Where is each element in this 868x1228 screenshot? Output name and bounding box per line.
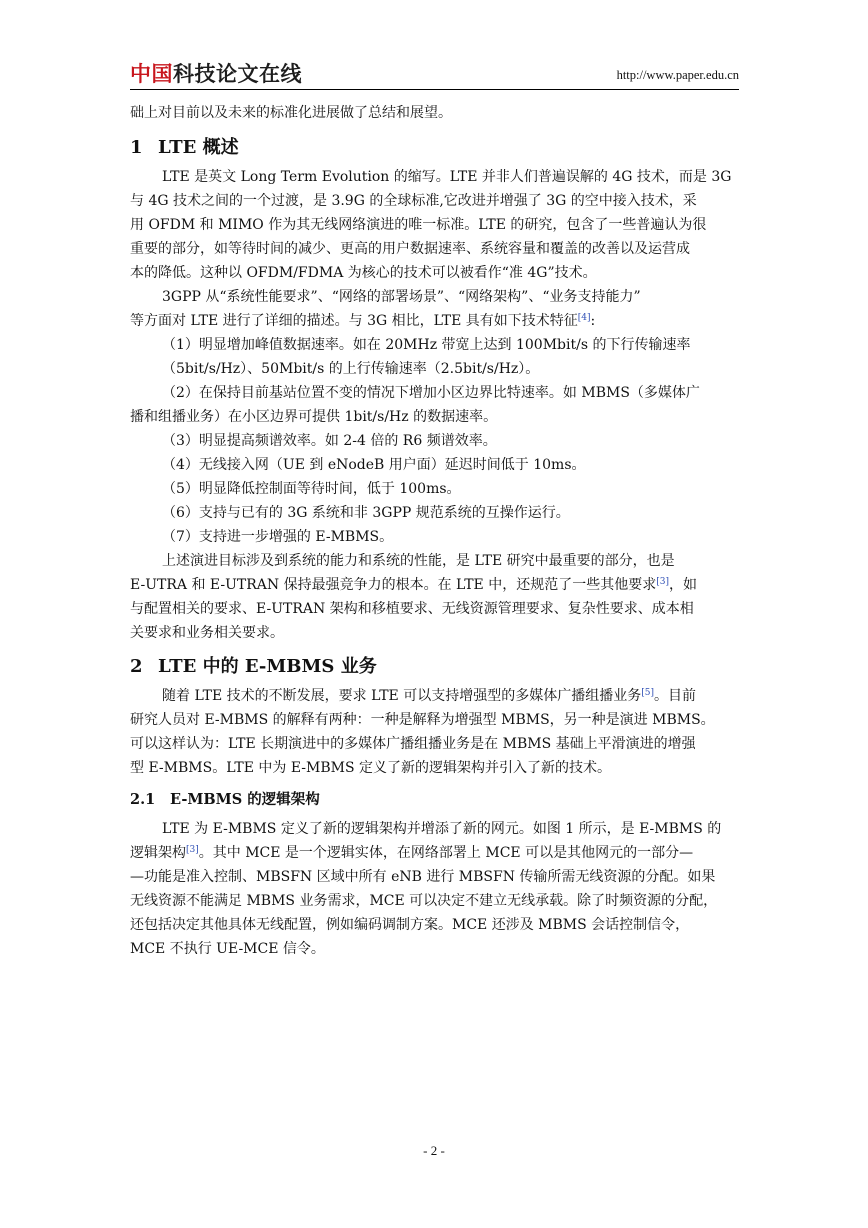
list-item: （6）支持与已有的 3G 系统和非 3GPP 规范系统的互操作运行。 xyxy=(162,505,570,521)
section1-paragraph-3 xyxy=(130,549,739,645)
citation-link[interactable]: [5] xyxy=(641,688,654,698)
section-title: LTE 中的 E-MBMS 业务 xyxy=(158,656,377,677)
section-title: LTE 概述 xyxy=(158,137,239,158)
subsection21-paragraph xyxy=(130,817,739,961)
text-line xyxy=(130,684,739,708)
text-line: 关要求和业务相关要求。 xyxy=(130,625,284,641)
text-fragment: 随着 LTE 技术的不断发展，要求 LTE 可以支持增强型的多媒体广播组播业务 xyxy=(162,688,642,704)
list-item: （2）在保持目前基站位置不变的情况下增加小区边界比特速率。如 MBMS（多媒体广 xyxy=(162,385,700,401)
page-header xyxy=(130,60,739,88)
text-line: LTE 是英文 Long Term Evolution 的缩写。LTE 并非人们普遍误解的 4G 技术，而是 3G xyxy=(162,169,732,185)
text-line: MCE 不执行 UE-MCE 信令。 xyxy=(130,941,325,957)
citation-link[interactable]: [4] xyxy=(577,313,591,323)
text-line xyxy=(130,841,739,865)
text-line: 还包括决定其他具体无线配置，例如编码调制方案。MCE 还涉及 MBMS 会话控制信令， xyxy=(130,917,690,933)
list-item: （7）支持进一步增强的 E-MBMS。 xyxy=(162,529,394,545)
logo-text-dark: 科技论文在线 xyxy=(173,62,302,86)
list-item: （1）明显增加峰值数据速率。如在 20MHz 带宽上达到 100Mbit/s 的下行传输速率 xyxy=(162,337,691,353)
list-item: （3）明显提高频谱效率。如 2-4 倍的 R6 频谱效率。 xyxy=(162,433,497,449)
section1-paragraph-2 xyxy=(130,285,739,333)
text-fragment: 等方面对 LTE 进行了详细的描述。与 3G 相比，LTE 具有如下技术特征 xyxy=(130,313,578,329)
main-content xyxy=(130,101,739,961)
citation-link[interactable]: [3] xyxy=(186,845,199,855)
section1-paragraph-1 xyxy=(130,165,739,285)
list-item: （5bit/s/Hz）、50Mbit/s 的上行传输速率（2.5bit/s/Hz）。 xyxy=(162,361,540,377)
text-fragment: 逻辑架构 xyxy=(130,845,186,861)
list-item: （4）无线接入网（UE 到 eNodeB 用户面）延迟时间低于 10ms。 xyxy=(162,457,586,473)
section-heading-2 xyxy=(130,655,739,679)
section-number: 2 xyxy=(130,656,143,677)
text-line: LTE 为 E-MBMS 定义了新的逻辑架构并增添了新的网元。如图 1 所示，是 E-MBMS 的 xyxy=(162,821,722,837)
text-line: 上述演进目标涉及到系统的能力和系统的性能，是 LTE 研究中最重要的部分，也是 xyxy=(162,553,675,569)
text-line: 无线资源不能满足 MBMS 业务需求，MCE 可以决定不建立无线承载。除了时频资源的分配， xyxy=(130,893,718,909)
text-line: 与配置相关的要求、E-UTRAN 架构和移植要求、无线资源管理要求、复杂性要求、成本相 xyxy=(130,601,694,617)
text-line: —功能是准入控制、MBSFN 区域中所有 eNB 进行 MBSFN 传输所需无线资源的分配。如果 xyxy=(130,869,716,885)
text-line: 用 OFDM 和 MIMO 作为其无线网络演进的唯一标准。LTE 的研究，包含了一些普遍认为很 xyxy=(130,217,707,233)
list-item: 播和组播业务）在小区边界可提供 1bit/s/Hz 的数据速率。 xyxy=(130,409,498,425)
text-line: 可以这样认为：LTE 长期演进中的多媒体广播组播业务是在 MBMS 基础上平滑演进的增强 xyxy=(130,736,696,752)
text-fragment: 。其中 MCE 是一个逻辑实体，在网络部署上 MCE 可以是其他网元的一部分— xyxy=(198,845,694,861)
intro-tail-line: 础上对目前以及未来的标准化进展做了总结和展望。 xyxy=(130,105,452,121)
section-number: 1 xyxy=(130,137,143,158)
text-line: 本的降低。这种以 OFDM/FDMA 为核心的技术可以被看作“准 4G”技术。 xyxy=(130,265,597,281)
citation-link[interactable]: [3] xyxy=(656,577,669,587)
header-rule xyxy=(130,89,739,90)
text-line: 型 E-MBMS。LTE 中为 E-MBMS 定义了新的逻辑架构并引入了新的技术。 xyxy=(130,760,612,776)
text-fragment: ，如 xyxy=(668,577,697,593)
section2-paragraph-1 xyxy=(130,684,739,780)
subsection-title: E-MBMS 的逻辑架构 xyxy=(170,791,320,808)
text-line xyxy=(130,573,739,597)
text-line: 重要的部分，如等待时间的减少、更高的用户数据速率、系统容量和覆盖的改善以及运营成 xyxy=(130,241,690,257)
text-fragment: 。目前 xyxy=(653,688,696,704)
header-url[interactable]: http://www.paper.edu.cn xyxy=(616,68,739,82)
subsection-number: 2.1 xyxy=(130,791,156,808)
site-logo xyxy=(130,60,302,88)
text-fragment: E-UTRA 和 E-UTRAN 保持最强竞争力的根本。在 LTE 中，还规范了一些其他要求 xyxy=(130,577,657,593)
subsection-heading-2-1 xyxy=(130,789,739,811)
text-line xyxy=(130,309,739,333)
feature-list xyxy=(130,333,739,549)
section-heading-1 xyxy=(130,136,739,160)
logo-text-red: 中国 xyxy=(130,62,173,86)
text-line: 研究人员对 E-MBMS 的解释有两种：一种是解释为增强型 MBMS，另一种是演进 MBMS。 xyxy=(130,712,715,728)
text-fragment: : xyxy=(590,313,596,329)
page-number: - 2 - xyxy=(423,1143,445,1158)
text-line: 与 4G 技术之间的一个过渡，是 3.9G 的全球标准,它改进并增强了 3G 的空中接入技术，采 xyxy=(130,193,697,209)
list-item: （5）明显降低控制面等待时间，低于 100ms。 xyxy=(162,481,461,497)
text-line: 3GPP 从“系统性能要求”、“网络的部署场景”、“网络架构”、“业务支持能力” xyxy=(162,289,641,305)
